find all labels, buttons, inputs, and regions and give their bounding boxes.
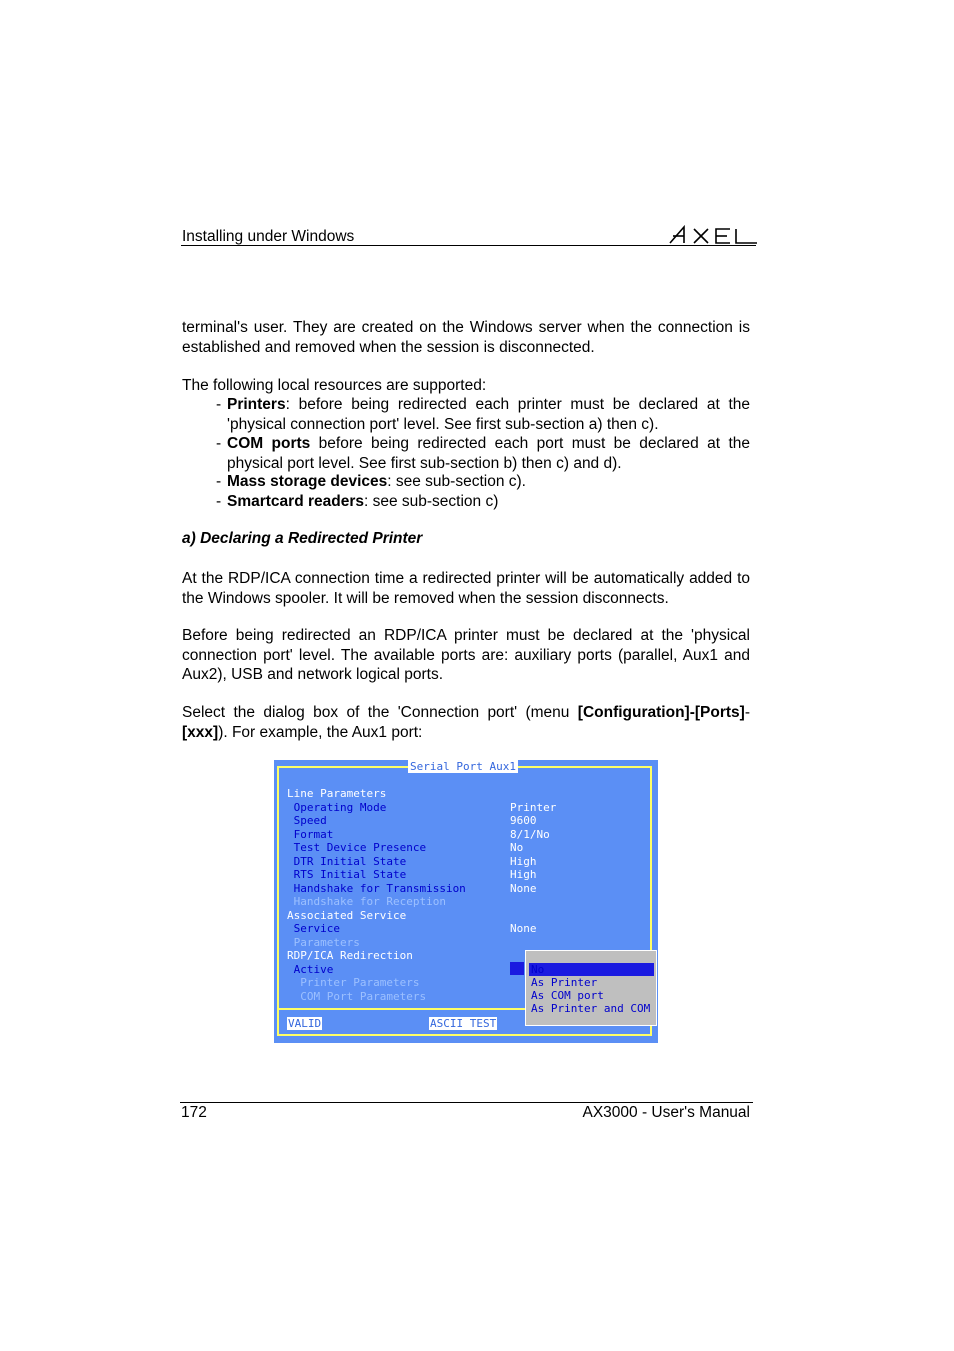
- page-number: 172: [181, 1104, 207, 1121]
- header-section-title: Installing under Windows: [182, 228, 355, 245]
- param-value[interactable]: Printer: [510, 800, 557, 814]
- ascii-test-button[interactable]: ASCII TEST: [430, 1017, 497, 1030]
- param-label[interactable]: Operating Mode: [287, 800, 387, 814]
- param-label[interactable]: Service: [287, 922, 340, 935]
- param-value[interactable]: None: [510, 922, 537, 935]
- intro-paragraph: terminal's user. They are created on the Windows server when the connection is established and removed when the session is disconnected.: [182, 319, 750, 356]
- param-label[interactable]: Handshake for Reception: [287, 895, 446, 908]
- param-value[interactable]: 9600: [510, 814, 537, 827]
- param-value[interactable]: High: [510, 854, 537, 868]
- resources-intro: The following local resources are supported:: [182, 377, 487, 394]
- param-value[interactable]: No: [510, 841, 524, 854]
- param-label: Line Parameters: [287, 787, 387, 800]
- param-label[interactable]: COM Port Parameters: [287, 989, 427, 1003]
- bullet-bold: Printers: [227, 396, 286, 413]
- bullet-printers: - Printers: before being redirected each printer must be declared at the 'physical connection port' level. See first sub-section a) then c).: [216, 396, 750, 433]
- header-rule: [181, 245, 756, 246]
- param-label: Associated Service: [287, 908, 407, 922]
- param-label: RDP/ICA Redirection: [287, 949, 413, 962]
- popup-selection-highlight: [529, 963, 654, 976]
- paragraph-spooler: At the RDP/ICA connection time a redirected printer will be automatically added to the Windows spooler. It will be removed when the session disconnects.: [182, 570, 750, 607]
- param-label[interactable]: Active: [287, 962, 334, 976]
- popup-option-as-com-port[interactable]: As COM port: [531, 989, 604, 1002]
- bullet-bold: Mass storage devices: [227, 473, 388, 490]
- axel-logo: [668, 222, 758, 246]
- valid-button[interactable]: VALID: [288, 1017, 322, 1030]
- bullet-bold: Smartcard readers: [227, 493, 364, 510]
- param-label[interactable]: Parameters: [287, 935, 360, 949]
- param-label[interactable]: Test Device Presence: [287, 841, 427, 854]
- param-label[interactable]: RTS Initial State: [287, 868, 407, 881]
- param-value[interactable]: None: [510, 881, 537, 895]
- serial-port-dialog-screenshot: [274, 760, 658, 1043]
- popup-option-no[interactable]: No: [531, 963, 545, 976]
- popup-option-as-printer-and-com[interactable]: As Printer and COM: [531, 1002, 651, 1015]
- bullet-mass-storage: - Mass storage devices: see sub-section c).: [216, 473, 526, 490]
- param-label[interactable]: Format: [287, 827, 334, 841]
- param-label[interactable]: DTR Initial State: [287, 854, 407, 868]
- paragraph-select-dialog: Select the dialog box of the 'Connection port' (menu [Configuration]-[Ports]-[xxx]). For example, the Aux1 port:: [182, 704, 750, 741]
- popup-option-as-printer[interactable]: As Printer: [531, 976, 598, 989]
- param-label[interactable]: Printer Parameters: [287, 976, 420, 989]
- dialog-title: Serial Port Aux1: [410, 760, 516, 773]
- param-label[interactable]: Speed: [287, 814, 327, 827]
- active-value-highlight: [510, 962, 524, 975]
- redirection-popup[interactable]: [525, 950, 657, 1026]
- bullet-bold: COM ports: [227, 435, 311, 452]
- manual-title: AX3000 - User's Manual: [582, 1104, 750, 1121]
- bullet-smartcard: - Smartcard readers: see sub-section c): [216, 493, 499, 510]
- param-label[interactable]: Handshake for Transmission: [287, 881, 466, 895]
- bullet-com-ports: - COM ports before being redirected each port must be declared at the physical port level. See first sub-section b) then c) and d).: [216, 435, 750, 472]
- paragraph-ports: Before being redirected an RDP/ICA printer must be declared at the 'physical connection port' level. The available ports are: auxiliary ports (parallel, Aux1 and Aux2), USB and network logical ports.: [182, 627, 750, 683]
- section-heading: a) Declaring a Redirected Printer: [182, 530, 423, 547]
- param-value[interactable]: 8/1/No: [510, 827, 550, 841]
- param-value[interactable]: High: [510, 868, 537, 881]
